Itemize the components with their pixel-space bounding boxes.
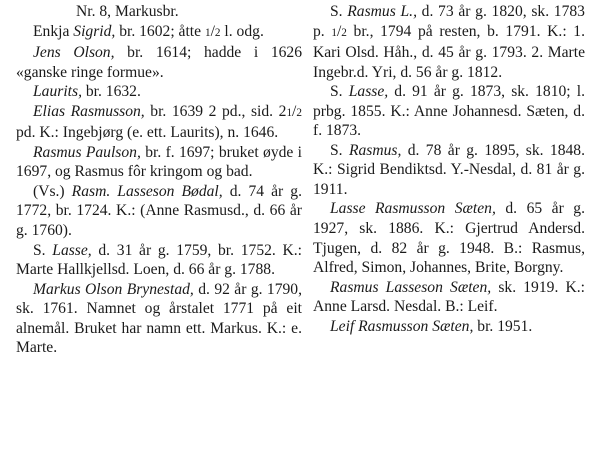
entry-paragraph <box>16 182 302 241</box>
entry-paragraph <box>313 317 585 337</box>
entry-text: pd. K.: Ingebjørg (e. ett. Laurits), n. 1646. <box>16 124 279 142</box>
entry-paragraph <box>313 141 585 200</box>
person-name: Rasm. Lasseson Bødal, <box>71 182 223 200</box>
fraction-part: 1 <box>286 106 293 119</box>
person-name: Lasse Rasmusson Sæten, <box>330 200 496 218</box>
entry-text: sk. 1919. K.: Anne Larsd. Nesdal. B.: Leif. <box>313 278 585 316</box>
left-column-body <box>16 22 302 358</box>
person-name: Rasmus, <box>348 141 402 159</box>
fraction-part: 2 <box>214 26 221 39</box>
entry-text: d. 73 år g. 1820, sk. 1783 p. <box>313 3 585 40</box>
entry-text: / <box>292 102 297 120</box>
entry-text: l. odg. <box>220 22 264 40</box>
entry-text: br. 1614; hadde i 1626 «ganske ringe formue». <box>16 44 303 81</box>
section-heading: Nr. 8, Markusbr. <box>76 3 179 20</box>
person-name: Sigrid, <box>73 22 116 40</box>
entry-text: br. 1951. <box>473 317 533 335</box>
person-name: Elias Rasmusson, <box>33 102 145 120</box>
entry-paragraph <box>313 2 585 82</box>
entry-text: d. 31 år g. 1759, br. 1752. K.: Marte Hallkjellsd. Loen, d. 66 år g. 1788. <box>16 241 302 279</box>
entry-text: d. 78 år g. 1895, sk. 1848. K.: Sigrid Bendiktsd. Y.-Nesdal, d. 81 år g. 1911. <box>313 141 585 198</box>
person-name: Rasmus Lasseson Sæten, <box>330 278 492 296</box>
person-name: Jens Olson, <box>33 44 115 62</box>
person-name: Lasse, <box>52 241 92 259</box>
entry-text: S. <box>33 241 53 259</box>
person-name: Lasse, <box>348 83 389 101</box>
entry-text: S. <box>330 3 348 20</box>
entry-text: br., 1794 på resten, b. 1791. K.: 1. Kari Olsd. Håh., d. 45 år g. 1793. 2. Marte Ingebr.d. Yri, d. 56 år g. 1812. <box>313 22 585 81</box>
entry-paragraph <box>313 278 585 317</box>
entry-text: br. 1639 2 pd., sid. 2 <box>144 102 287 120</box>
entry-text: d. 74 år g. 1772, br. 1724. K.: (Anne Rasmusd., d. 66 år g. 1760). <box>16 182 302 240</box>
fraction-part: 1 <box>204 26 211 39</box>
right-column <box>313 2 585 336</box>
entry-text: d. 91 år g. 1873, sk. 1810; l. prbg. 1855. K.: Anne Johannesd. Sæten, d. f. 1873. <box>313 83 585 140</box>
fraction-part: 2 <box>296 106 302 119</box>
person-name: Rasmus L., <box>347 3 417 20</box>
person-name: Leif Rasmusson Sæten, <box>330 317 474 335</box>
entry-paragraph <box>313 199 585 277</box>
entry-paragraph <box>16 43 302 82</box>
entry-text: br. 1602; åtte <box>115 22 205 40</box>
entry-paragraph <box>16 241 302 280</box>
entry-text: (Vs.) <box>33 182 72 200</box>
entry-text: Enkja <box>33 22 74 40</box>
fraction-part: 2 <box>341 26 347 39</box>
entry-text: d. 92 år g. 1790, sk. 1761. Namnet og årstalet 1771 på eit alnemål. Bruket har namn ett. Markus. K.: e. Marte. <box>16 280 302 357</box>
entry-text: / <box>336 22 342 40</box>
entry-text: br. 1632. <box>81 83 141 101</box>
entry-text: S. <box>330 83 349 101</box>
entry-paragraph <box>16 143 302 182</box>
entry-paragraph <box>16 22 302 44</box>
entry-paragraph <box>16 102 302 143</box>
left-column <box>16 2 302 358</box>
entry-text: / <box>210 22 215 40</box>
person-name: Laurits, <box>33 83 82 101</box>
person-name: Rasmus Paulson, <box>33 143 141 161</box>
entry-text: S. <box>330 141 349 159</box>
fraction-part: 1 <box>331 26 337 39</box>
right-column-body <box>313 2 585 336</box>
entry-text: br. f. 1697; bruket øyde i 1697, og Rasmus fôr kringom og bad. <box>16 143 302 181</box>
entry-text: d. 65 år g. 1927, sk. 1886. K.: Gjertrud Andersd. Tjugen, d. 82 år g. 1948. B.: Rasmus, Alfred, Simon, Johannes, Brite, Borgny. <box>313 200 585 277</box>
person-name: Markus Olson Brynestad, <box>33 280 194 298</box>
entry-paragraph <box>16 280 302 358</box>
entry-paragraph <box>313 82 585 141</box>
entry-paragraph <box>16 82 302 102</box>
